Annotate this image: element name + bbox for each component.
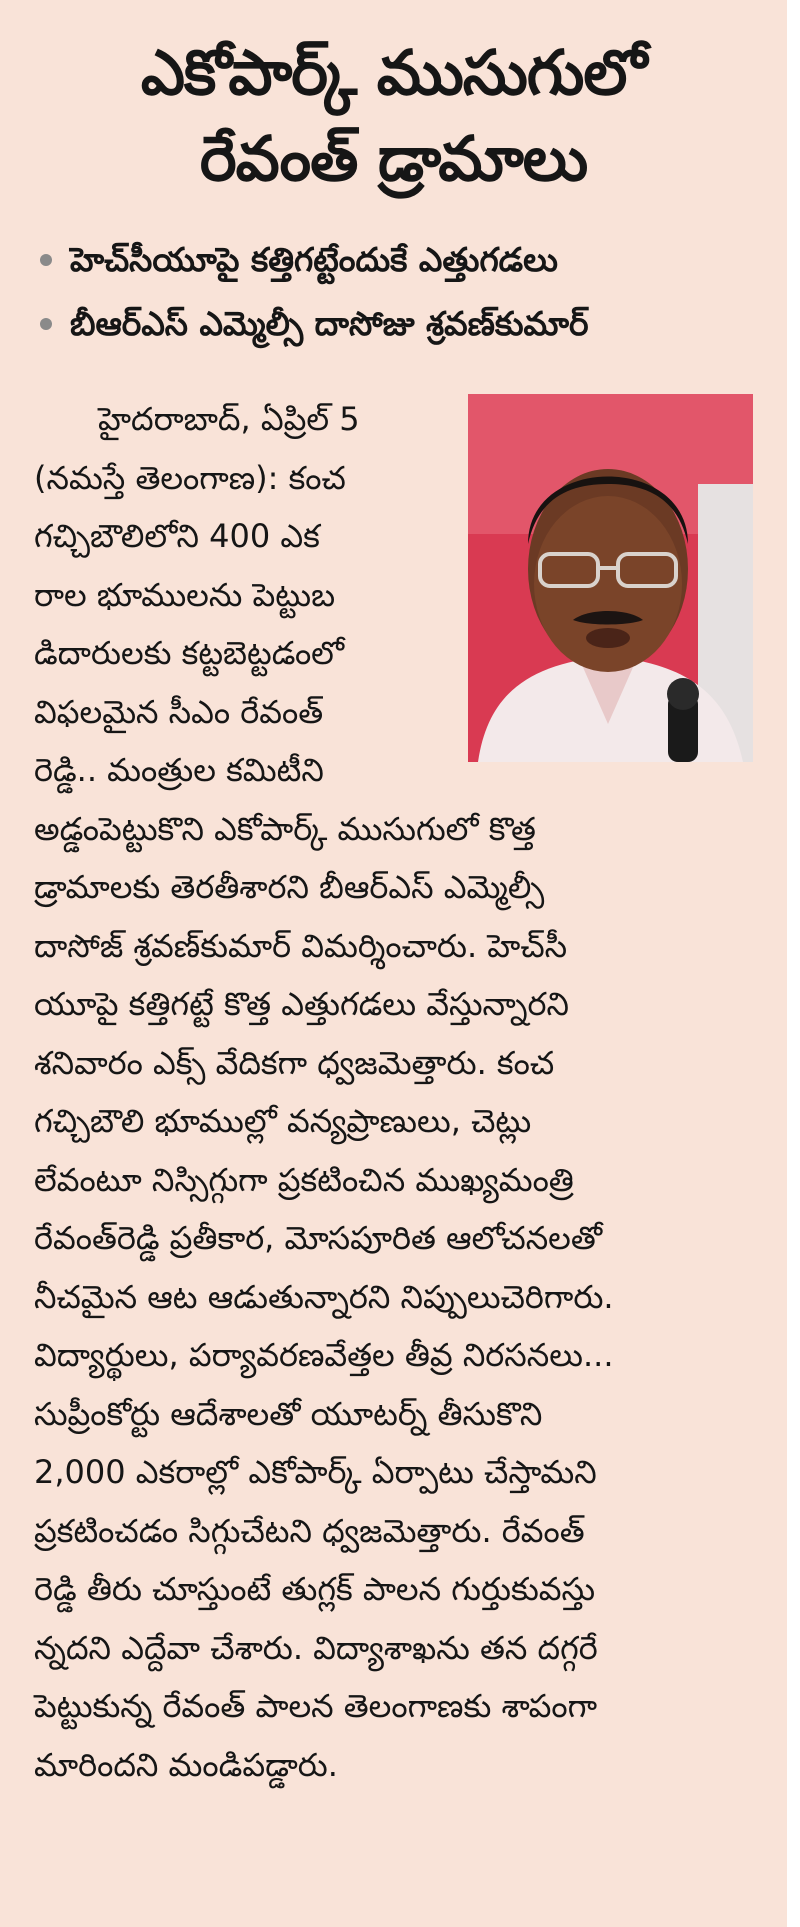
text-line: రెడ్డి తీరు చూస్తుంటే తుగ్లక్ పాలన గుర్తుకువస్తు: [34, 1570, 596, 1608]
subheadline-bullets: [34, 228, 753, 356]
text-line: విద్యార్థులు, పర్యావరణవేత్తల తీవ్ర నిరసనలు...: [34, 1336, 614, 1374]
bullet-icon: [40, 318, 52, 330]
headline-line-2: రేవంత్ డ్రామాలు: [199, 122, 588, 195]
article-lead-paragraph: [34, 390, 444, 800]
text-line: మారిందని మండిపడ్డారు.: [34, 1745, 338, 1784]
text-line: రాల భూములను పెట్టుబ: [34, 575, 336, 614]
article-body-paragraph: [34, 800, 753, 1795]
article-lead-column: [34, 390, 444, 800]
subheadline-text: హెచ్‌సీయూపై కత్తిగట్టేందుకే ఎత్తుగడలు: [70, 240, 558, 279]
text-line: 2,000 ఎకరాల్లో ఎకోపార్క్ ఏర్పాటు చేస్తామని: [34, 1453, 597, 1491]
text-line: (నమస్తే తెలంగాణ): కంచ: [34, 458, 346, 497]
headline-line-1: ఎకోపార్క్ ముసుగులో: [140, 36, 647, 109]
headline: [34, 30, 753, 202]
text-line: రేవంత్‌రెడ్డి ప్రతీకార, మోసపూరిత ఆలోచనలతో: [34, 1219, 603, 1257]
text-line: గచ్చిబౌలిలోని 400 ఎక: [34, 517, 320, 555]
text-line: హైదరాబాద్, ఏప్రిల్ 5: [98, 400, 360, 438]
text-line: విఫలమైన సీఎం రేవంత్: [34, 692, 324, 731]
text-line: సుప్రీంకోర్టు ఆదేశాలతో యూటర్న్ తీసుకొని: [34, 1394, 543, 1433]
text-line: గచ్చిబౌలి భూముల్లో వన్యప్రాణులు, చెట్లు: [34, 1102, 532, 1140]
subheadline-bullet: [34, 228, 753, 292]
subheadline-text: బీఆర్‌ఎస్ ఎమ్మెల్సీ దాసోజు శ్రవణ్‌కుమార్: [70, 304, 589, 343]
text-line: శనివారం ఎక్స్ వేదికగా ధ్వజమెత్తారు. కంచ: [34, 1043, 555, 1082]
text-line: దాసోజ్ శ్రవణ్‌కుమార్ విమర్శించారు. హెచ్‌సీ: [34, 926, 568, 965]
text-line: లేవంటూ నిస్సిగ్గుగా ప్రకటించిన ముఖ్యమంత్రి: [34, 1160, 574, 1199]
subheadline-bullet: [34, 292, 753, 356]
text-line: పెట్టుకున్న రేవంత్ పాలన తెలంగాణకు శాపంగా: [34, 1687, 598, 1725]
text-line: ప్రకటించడం సిగ్గుచేటని ధ్వజమెత్తారు. రేవంత్: [34, 1511, 585, 1550]
text-line: డిదారులకు కట్టబెట్టడంలో: [34, 634, 345, 672]
bullet-icon: [40, 254, 52, 266]
portrait-illustration: [468, 394, 753, 762]
text-line: నీచమైన ఆట ఆడుతున్నారని నిప్పులుచెరిగారు.: [34, 1277, 614, 1316]
text-line: అడ్డంపెట్టుకొని ఎకోపార్క్ ముసుగులో కొత్త: [34, 809, 536, 848]
text-line: యూపై కత్తిగట్టే కొత్త ఎత్తుగడలు వేస్తున్నారని: [34, 985, 569, 1023]
text-line: న్నదని ఎద్దేవా చేశారు. విద్యాశాఖను తన దగ్గరే: [34, 1628, 598, 1667]
text-line: రెడ్డి.. మంత్రుల కమిటీని: [34, 751, 324, 789]
portrait-photo: [468, 394, 753, 762]
text-line: డ్రామాలకు తెరతీశారని బీఆర్‌ఎస్ ఎమ్మెల్సీ: [34, 868, 545, 906]
article-top-section: [34, 390, 753, 800]
